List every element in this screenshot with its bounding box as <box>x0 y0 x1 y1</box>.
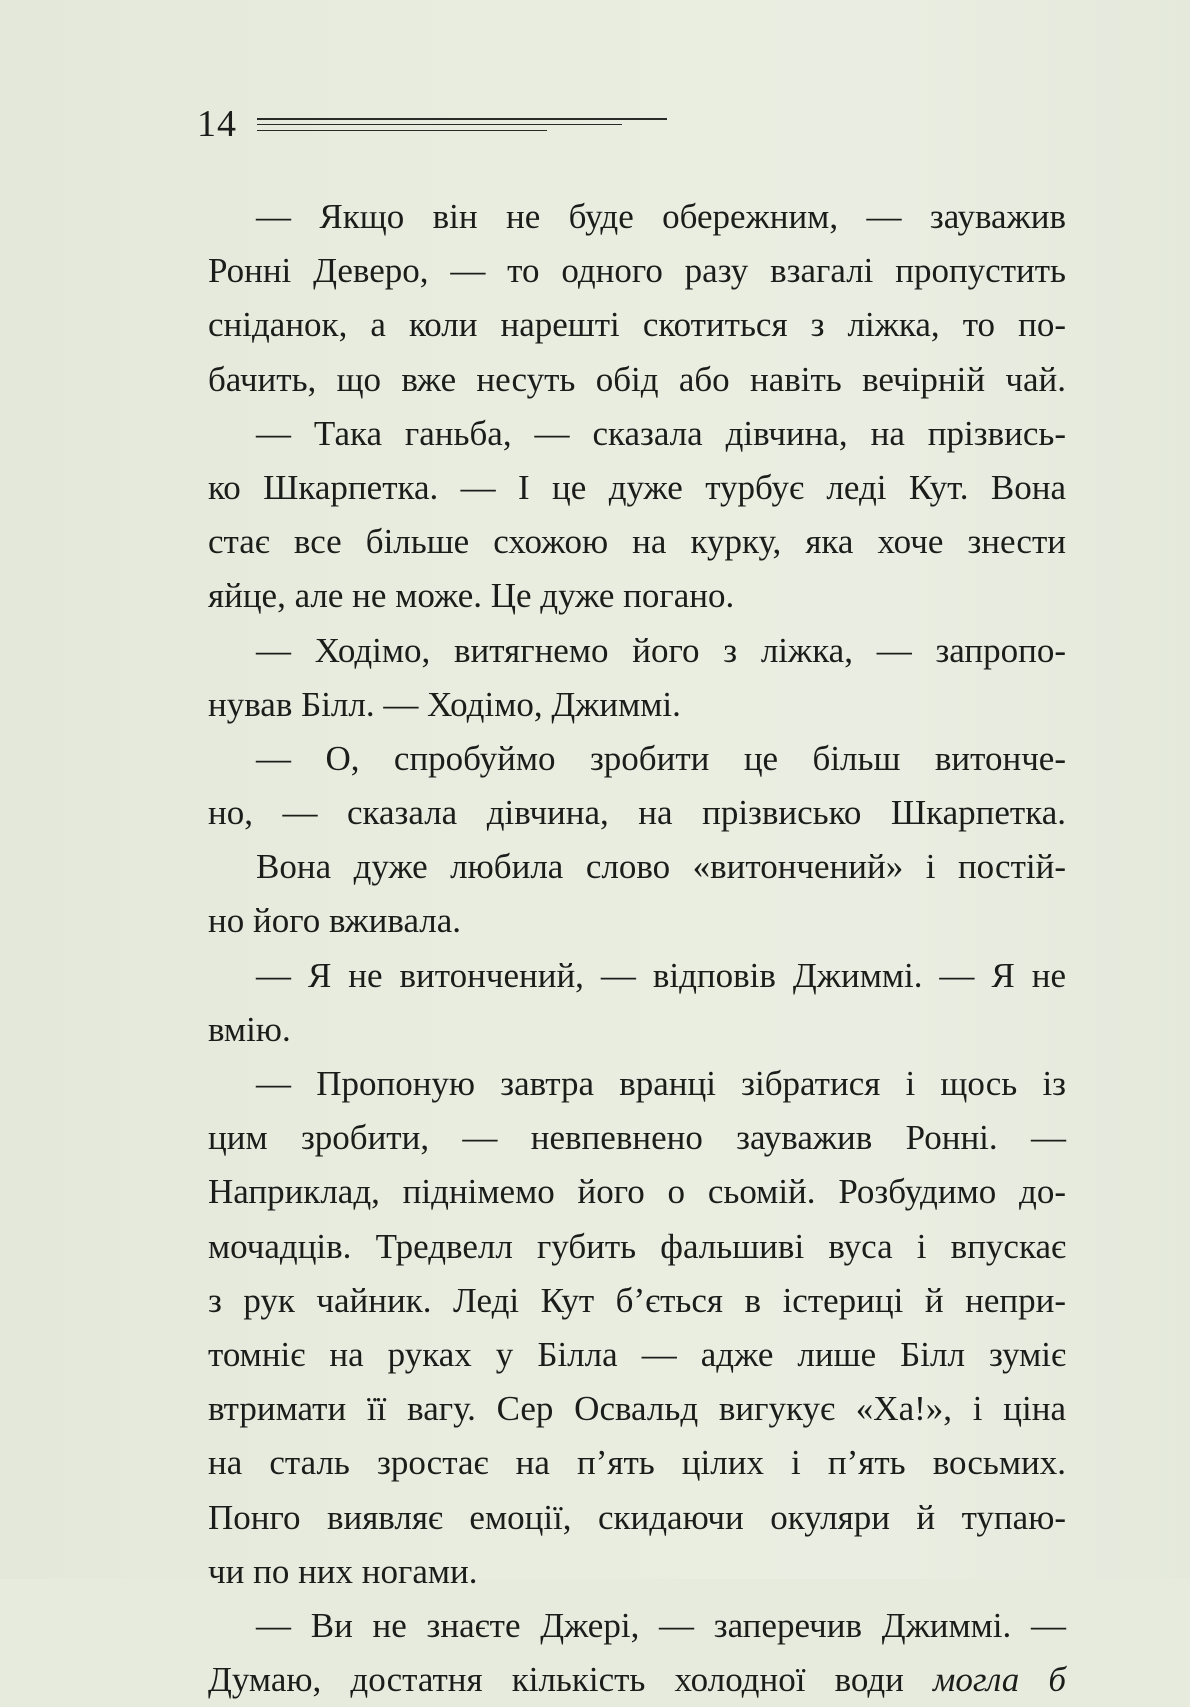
text-line: ко Шкарпетка. — І це дуже турбує леді Кут. Вона <box>208 467 1066 507</box>
text-line: нував Білл. — Ходімо, Джиммі. <box>208 684 681 724</box>
text-line: мочадців. Тредвелл губить фальшиві вуса і впускає <box>208 1226 1066 1266</box>
text-line: чи по них ногами. <box>208 1551 478 1591</box>
page-header <box>197 100 677 148</box>
final-line-italic: могла б <box>933 1660 1067 1700</box>
text-line: втримати її вагу. Сер Освальд вигукує «Ха!», і ціна <box>208 1389 1066 1429</box>
text-line: на сталь зростає на п’ять цілих і п’ять восьмих. <box>208 1443 1066 1483</box>
text-line: сніданок, а коли нарешті скотиться з ліжка, то по- <box>208 305 1066 345</box>
text-line: но, — сказала дівчина, на прізвисько Шкарпетка. <box>208 793 1066 833</box>
text-line: но його вживала. <box>208 901 462 941</box>
text-line: Вона дуже любила слово «витончений» і постій- <box>256 847 1066 887</box>
header-rule <box>257 130 547 131</box>
text-line: вмію. <box>208 1009 291 1049</box>
text-line: бачить, що вже несуть обід або навіть вечірній чай. <box>208 359 1066 399</box>
text-line: — Ви не знаєте Джері, — заперечив Джиммі. — <box>256 1605 1066 1645</box>
text-line: Наприклад, піднімемо його о сьомій. Розбудимо до- <box>208 1172 1066 1212</box>
text-line: — Пропоную завтра вранці зібратися і щось із <box>256 1064 1066 1103</box>
text-line: Понго виявляє емоції, скидаючи окуляри й тупаю- <box>208 1497 1066 1537</box>
text-line: стає все більше схожою на курку, яка хоче знести <box>208 522 1066 562</box>
text-line: яйце, але не може. Це дуже погано. <box>208 576 735 616</box>
text-line: цим зробити, — невпевнено зауважив Ронні. — <box>208 1118 1066 1158</box>
text-line: — О, спробуймо зробити це більш витонче- <box>256 738 1066 778</box>
header-rule <box>257 124 622 125</box>
text-line: Ронні Деверо, — то одного разу взагалі пропустить <box>208 251 1066 291</box>
page-number: 14 <box>197 103 237 145</box>
text-line: — Така ганьба, — сказала дівчина, на прізвись- <box>256 413 1066 453</box>
text-line: з рук чайник. Леді Кут б’ється в істериці й непри- <box>208 1280 1066 1320</box>
text-line: — Ходімо, витягнемо його з ліжка, — запропо- <box>256 630 1066 670</box>
text-line: томніє на руках у Білла — адже лише Білл зуміє <box>208 1334 1066 1374</box>
text-line-final <box>208 1653 1066 1707</box>
text-line: — Я не витончений, — відповів Джиммі. — Я не <box>256 955 1066 995</box>
body-text <box>208 190 1066 1707</box>
final-line-text: Думаю, достатня кількість холодної води <box>208 1660 904 1700</box>
text-line: — Якщо він не буде обережним, — зауважив <box>256 197 1066 236</box>
header-rule <box>257 118 667 120</box>
